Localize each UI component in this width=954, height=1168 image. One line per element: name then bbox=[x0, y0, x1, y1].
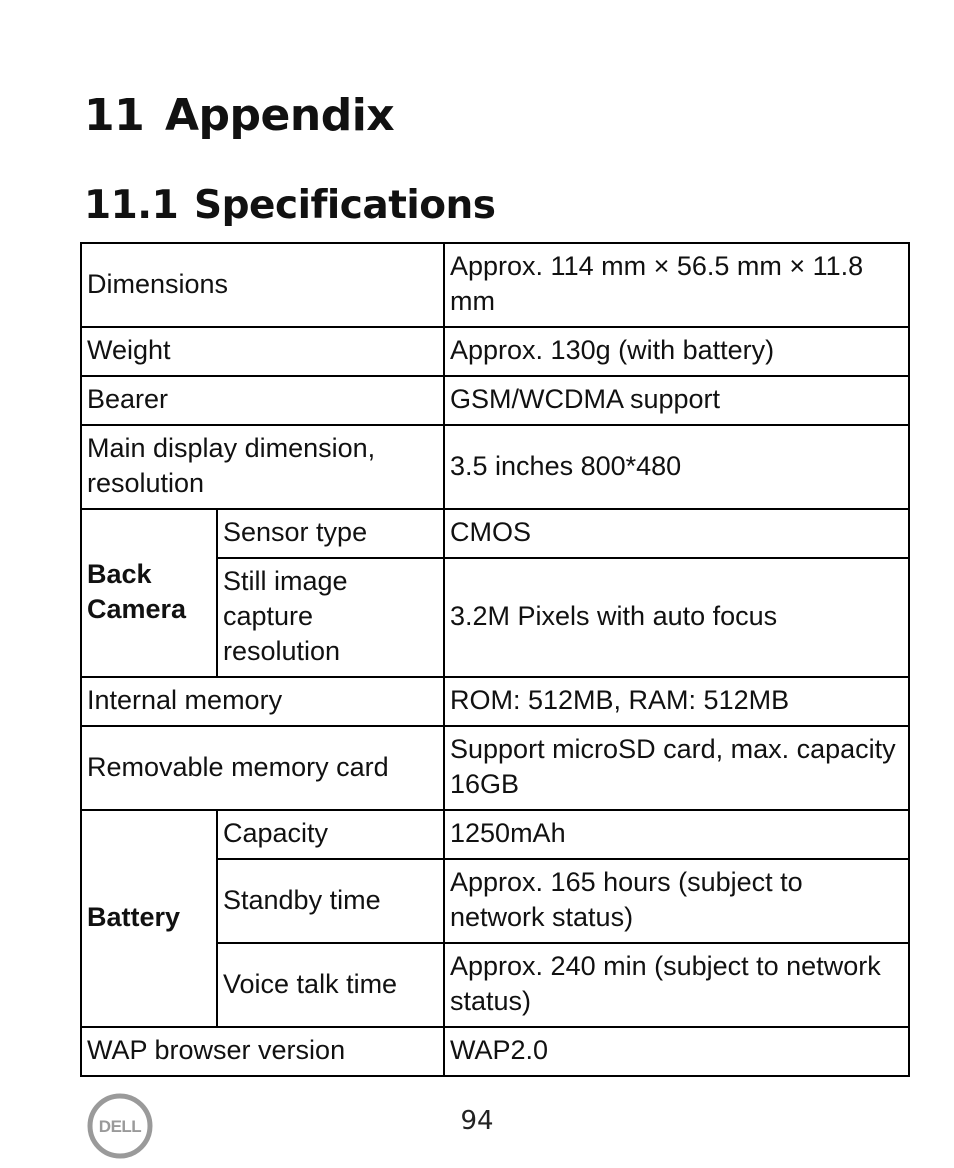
capacity-value: 1250mAh bbox=[444, 810, 909, 859]
chapter-heading bbox=[84, 86, 394, 146]
removable-memory-value: Support microSD card, max. capacity 16GB bbox=[444, 726, 909, 810]
standby-time-label: Standby time bbox=[217, 859, 444, 943]
dimensions-label: Dimensions bbox=[81, 243, 444, 327]
capacity-label: Capacity bbox=[217, 810, 444, 859]
wap-label: WAP browser version bbox=[81, 1027, 444, 1076]
table-row bbox=[81, 509, 909, 558]
standby-time-value: Approx. 165 hours (subject to network status) bbox=[444, 859, 909, 943]
table-row bbox=[81, 243, 909, 327]
wap-value: WAP2.0 bbox=[444, 1027, 909, 1076]
table-row bbox=[81, 376, 909, 425]
sensor-type-label: Sensor type bbox=[217, 509, 444, 558]
chapter-title: Appendix bbox=[165, 90, 395, 141]
section-heading bbox=[84, 178, 496, 234]
table-row bbox=[81, 677, 909, 726]
display-label: Main display dimension, resolution bbox=[81, 425, 444, 509]
table-row bbox=[81, 726, 909, 810]
table-row bbox=[81, 810, 909, 859]
chapter-number: 11 bbox=[84, 90, 145, 141]
still-image-label: Still image capture resolution bbox=[217, 558, 444, 677]
table-row bbox=[81, 327, 909, 376]
display-value: 3.5 inches 800*480 bbox=[444, 425, 909, 509]
battery-label: Battery bbox=[81, 810, 217, 1027]
weight-label: Weight bbox=[81, 327, 444, 376]
dimensions-value: Approx. 114 mm × 56.5 mm × 11.8 mm bbox=[444, 243, 909, 327]
still-image-value: 3.2M Pixels with auto focus bbox=[444, 558, 909, 677]
weight-value: Approx. 130g (with battery) bbox=[444, 327, 909, 376]
removable-memory-label: Removable memory card bbox=[81, 726, 444, 810]
specifications-table bbox=[80, 242, 910, 1077]
talk-time-label: Voice talk time bbox=[217, 943, 444, 1027]
talk-time-value: Approx. 240 min (subject to network status) bbox=[444, 943, 909, 1027]
back-camera-label: Back Camera bbox=[81, 509, 217, 677]
page-number: 94 bbox=[460, 1106, 494, 1136]
bearer-label: Bearer bbox=[81, 376, 444, 425]
internal-memory-value: ROM: 512MB, RAM: 512MB bbox=[444, 677, 909, 726]
sensor-type-value: CMOS bbox=[444, 509, 909, 558]
logo-text: DELL bbox=[98, 1117, 142, 1136]
table-row bbox=[81, 1027, 909, 1076]
section-number: 11.1 bbox=[84, 183, 179, 228]
table-row bbox=[81, 425, 909, 509]
bearer-value: GSM/WCDMA support bbox=[444, 376, 909, 425]
section-title: Specifications bbox=[194, 183, 496, 228]
internal-memory-label: Internal memory bbox=[81, 677, 444, 726]
